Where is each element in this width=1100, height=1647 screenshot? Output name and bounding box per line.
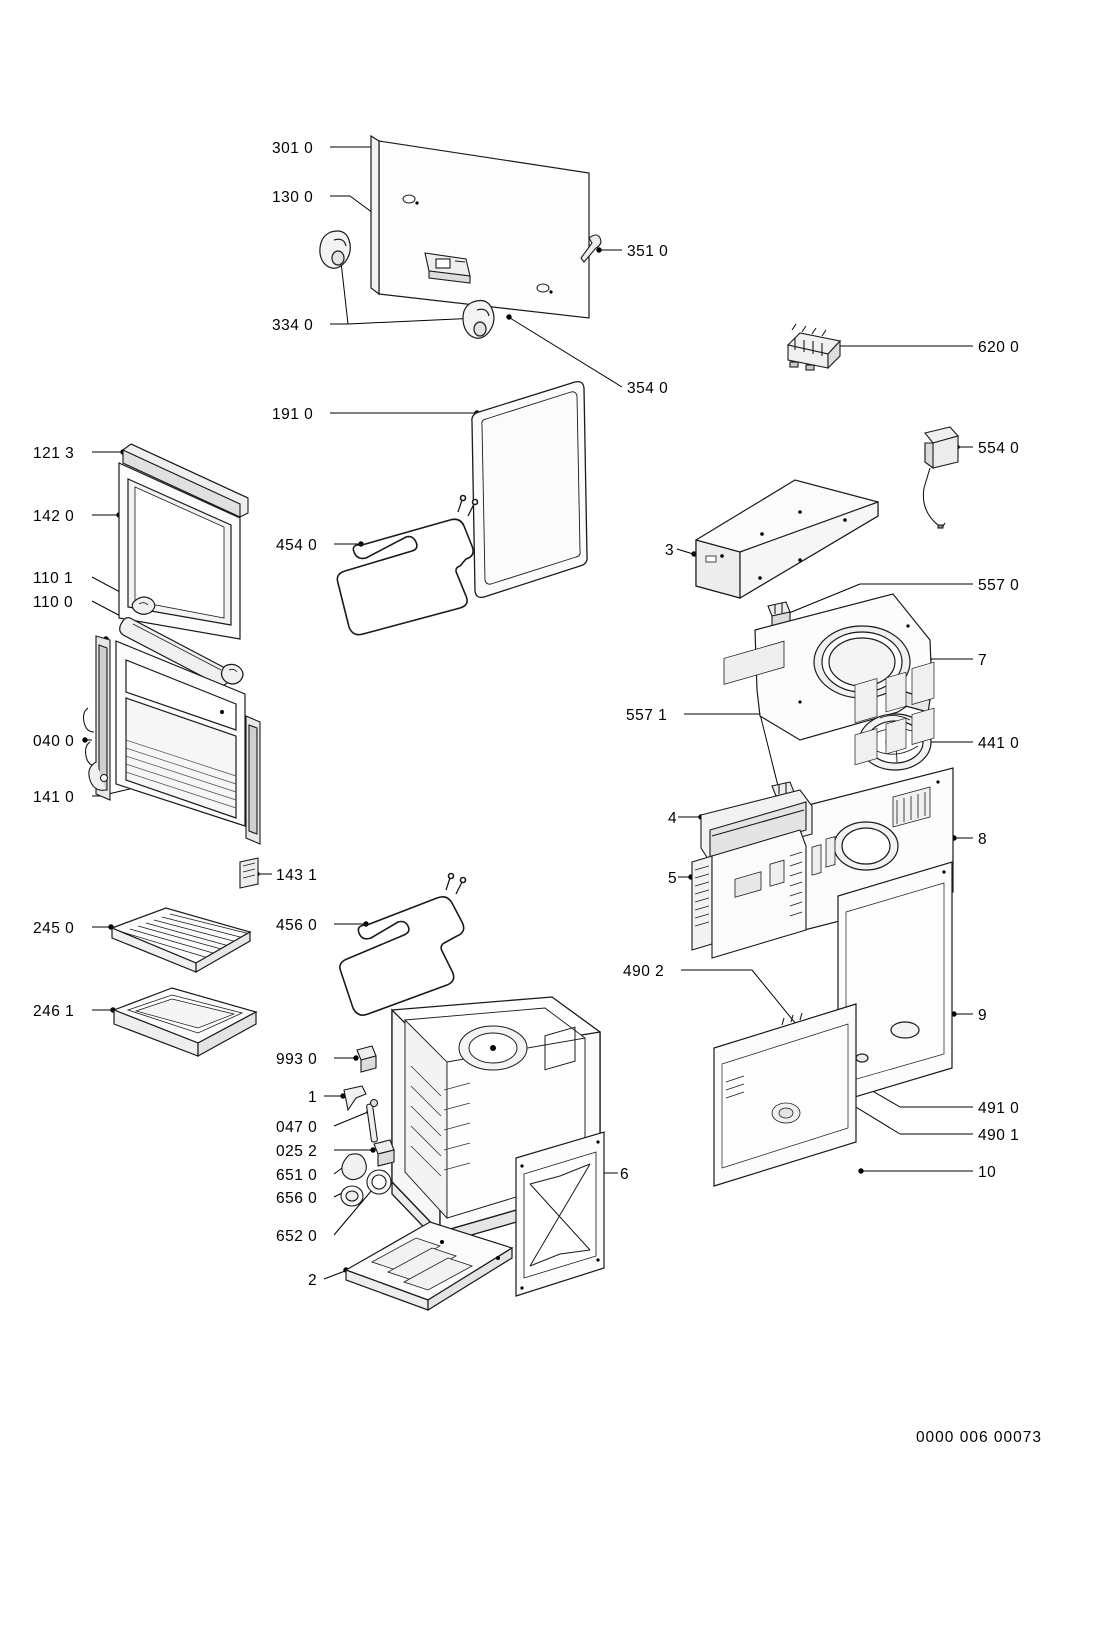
part-label-9: 9 (978, 1007, 988, 1024)
part-label-490-1: 490 1 (978, 1127, 1020, 1144)
part-label-110-1: 110 1 (33, 570, 74, 587)
part-label-554-0: 554 0 (978, 440, 1020, 457)
part-door-hinge-left (84, 636, 111, 800)
part-wire-shelf (112, 908, 250, 972)
part-label-141-0: 141 0 (33, 789, 75, 806)
part-label-040-0: 040 0 (33, 733, 75, 750)
part-screw-plug (374, 1140, 394, 1166)
part-label-246-1: 246 1 (33, 1003, 75, 1020)
part-label-4: 4 (668, 810, 678, 827)
part-label-025-2: 025 2 (276, 1143, 318, 1160)
part-inner-door-glass (472, 382, 587, 598)
part-label-047-0: 047 0 (276, 1119, 318, 1136)
part-terminal-block (788, 324, 840, 370)
part-label-8: 8 (978, 831, 988, 848)
part-label-301-0: 301 0 (272, 140, 314, 157)
part-label-456-0: 456 0 (276, 917, 318, 934)
part-label-652-0: 652 0 (276, 1228, 318, 1245)
part-door-hinge-right (246, 716, 260, 844)
part-heating-element-lower (337, 496, 477, 635)
part-control-knob-right (463, 301, 494, 339)
part-label-110-0: 110 0 (33, 594, 74, 611)
part-label-491-0: 491 0 (978, 1100, 1020, 1117)
part-base-plate (346, 1222, 512, 1310)
part-label-334-0: 334 0 (272, 317, 314, 334)
part-rod-screw (366, 1100, 377, 1143)
part-thermostat (923, 427, 958, 528)
part-label-354-0: 354 0 (627, 380, 669, 397)
part-label-5: 5 (668, 870, 678, 887)
part-heating-element-upper (340, 874, 466, 1016)
part-label-651-0: 651 0 (276, 1167, 318, 1184)
part-label-10: 10 (978, 1164, 997, 1181)
part-top-cover-plate (696, 480, 878, 598)
part-label-2: 2 (308, 1272, 318, 1289)
part-control-panel-fascia (371, 136, 589, 318)
part-label-3: 3 (665, 542, 675, 559)
part-label-557-0: 557 0 (978, 577, 1020, 594)
part-label-143-1: 143 1 (276, 867, 318, 884)
part-door-catch (240, 858, 258, 888)
part-label-6: 6 (620, 1166, 630, 1183)
part-label-454-0: 454 0 (276, 537, 318, 554)
part-label-130-0: 130 0 (272, 189, 314, 206)
part-label-351-0: 351 0 (627, 243, 669, 260)
part-label-245-0: 245 0 (33, 920, 75, 937)
part-label-191-0: 191 0 (272, 406, 314, 423)
part-baking-tray (114, 988, 256, 1056)
part-label-1: 1 (308, 1089, 318, 1106)
part-label-557-1: 557 1 (626, 707, 668, 724)
part-clip (344, 1086, 366, 1110)
part-label-490-2: 490 2 (623, 963, 665, 980)
part-label-656-0: 656 0 (276, 1190, 318, 1207)
part-label-993-0: 993 0 (276, 1051, 318, 1068)
part-label-142-0: 142 0 (33, 508, 75, 525)
part-label-121-3: 121 3 (33, 445, 75, 462)
part-label-7: 7 (978, 652, 988, 669)
part-label-441-0: 441 0 (978, 735, 1020, 752)
part-control-knob-left (320, 231, 350, 268)
document-code: 0000 006 00073 (915, 1429, 1042, 1446)
part-label-620-0: 620 0 (978, 339, 1020, 356)
part-small-fitting (357, 1046, 376, 1072)
